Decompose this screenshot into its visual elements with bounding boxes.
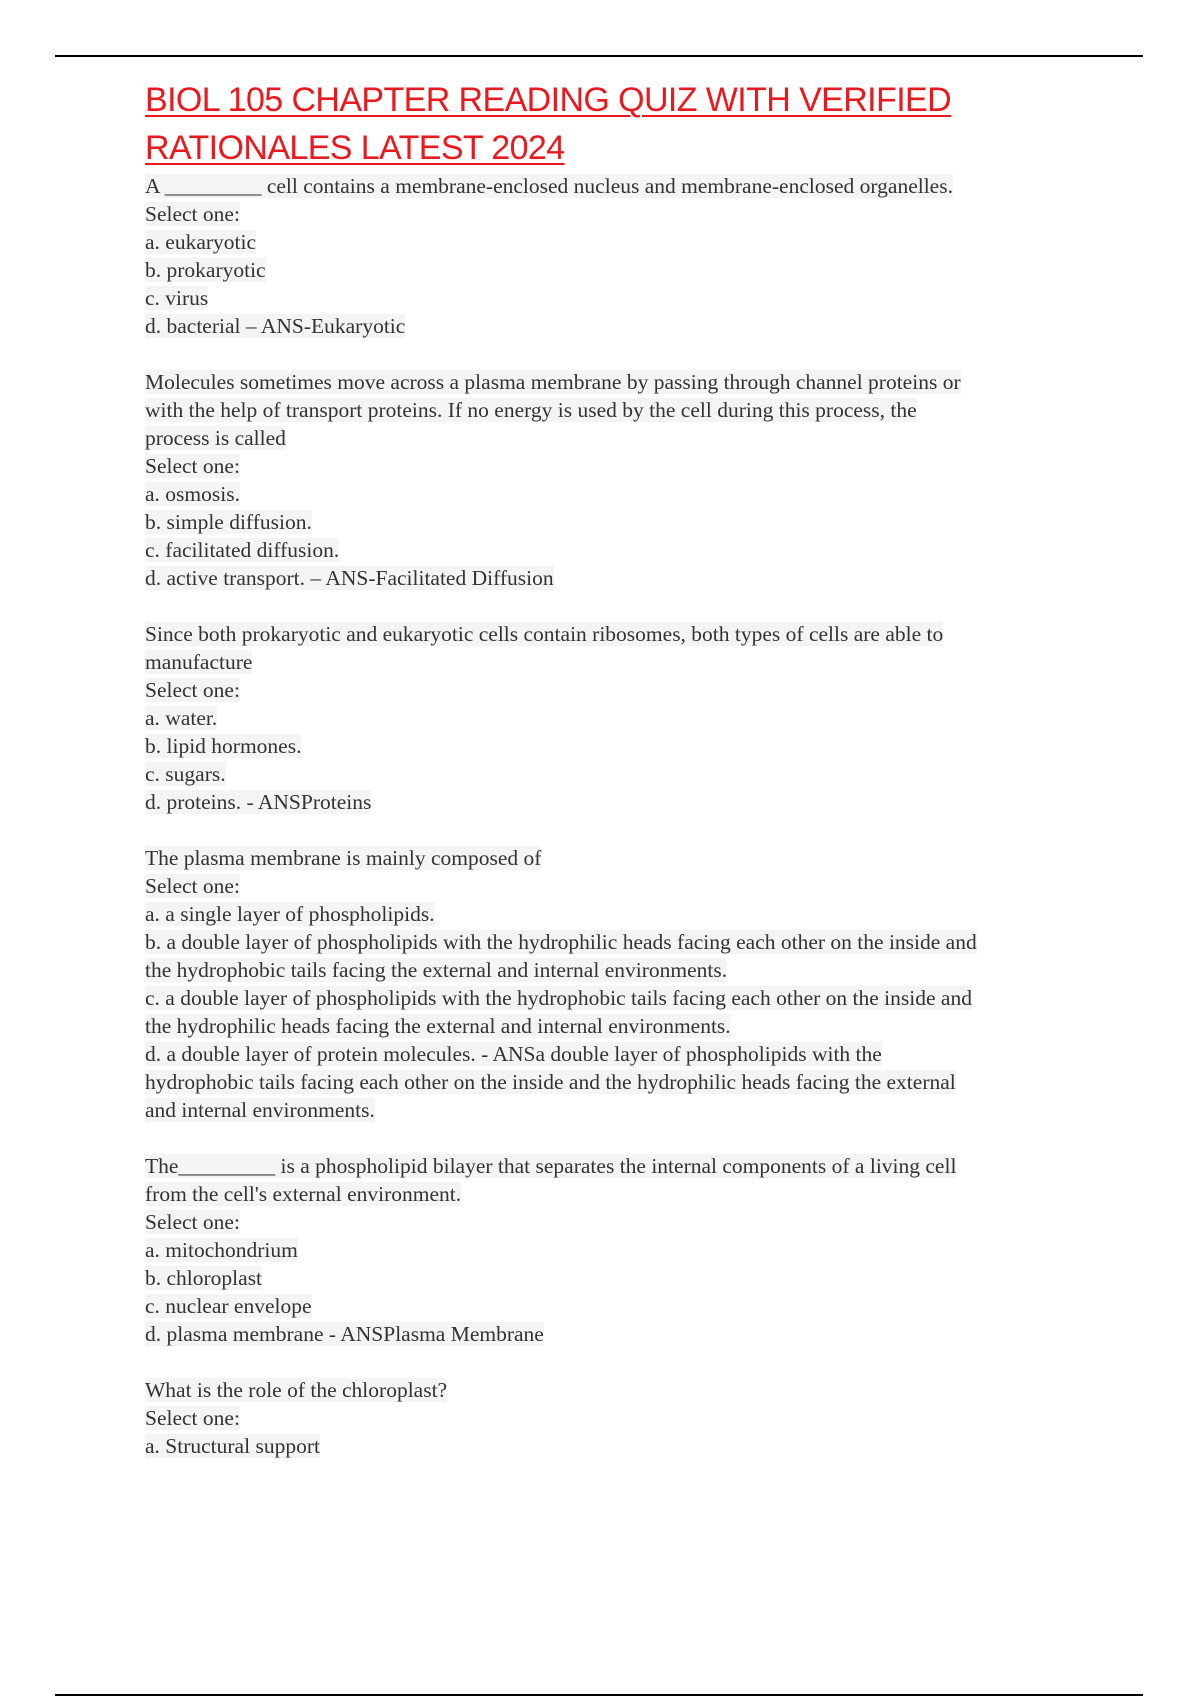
option-c: the hydrophilic heads facing the external and internal environments. [145,1014,731,1038]
question-block [145,844,1095,1124]
question-block [145,1376,1095,1460]
option-a: a. eukaryotic [145,230,257,254]
question-text: with the help of transport proteins. If no energy is used by the cell during this process, the [145,398,917,422]
question-text: process is called [145,426,286,450]
option-a: a. Structural support [145,1434,320,1458]
question-block [145,620,1095,816]
question-text: The_________ is a phospholipid bilayer that separates the internal components of a living cell [145,1154,957,1178]
option-b: b. simple diffusion. [145,510,312,534]
select-prompt: Select one: [145,1406,240,1430]
option-a: a. a single layer of phospholipids. [145,902,435,926]
question-text: manufacture [145,650,253,674]
question-text: A _________ cell contains a membrane-enclosed nucleus and membrane-enclosed organelles. [145,174,953,198]
option-b: b. lipid hormones. [145,734,302,758]
option-c: c. a double layer of phospholipids with the hydrophobic tails facing each other on the inside and [145,986,972,1010]
option-d-answer: hydrophobic tails facing each other on the inside and the hydrophilic heads facing the external [145,1070,956,1094]
select-prompt: Select one: [145,454,240,478]
option-d-answer: d. bacterial – ANS-Eukaryotic [145,314,406,338]
question-text: What is the role of the chloroplast? [145,1378,448,1402]
select-prompt: Select one: [145,202,240,226]
select-prompt: Select one: [145,678,240,702]
question-block [145,368,1095,592]
option-c: c. facilitated diffusion. [145,538,340,562]
option-c: c. nuclear envelope [145,1294,312,1318]
footer-rule [55,1694,1143,1696]
option-b: b. a double layer of phospholipids with the hydrophilic heads facing each other on the inside and [145,930,977,954]
option-b: the hydrophobic tails facing the external and internal environments. [145,958,728,982]
option-c: c. virus [145,286,209,310]
question-text: from the cell's external environment. [145,1182,462,1206]
option-d-answer: d. active transport. – ANS-Facilitated Diffusion [145,566,554,590]
option-a: a. osmosis. [145,482,240,506]
select-prompt: Select one: [145,874,240,898]
document-title [145,76,1095,172]
option-c: c. sugars. [145,762,226,786]
question-text: Since both prokaryotic and eukaryotic cells contain ribosomes, both types of cells are able to [145,622,944,646]
title-line: BIOL 105 CHAPTER READING QUIZ WITH VERIFIED [145,81,952,119]
title-line: RATIONALES LATEST 2024 [145,129,565,167]
question-text: The plasma membrane is mainly composed of [145,846,542,870]
option-d-answer: d. plasma membrane - ANSPlasma Membrane [145,1322,544,1346]
option-b: b. chloroplast [145,1266,263,1290]
select-prompt: Select one: [145,1210,240,1234]
option-a: a. water. [145,706,218,730]
option-d-answer: and internal environments. [145,1098,375,1122]
question-text: Molecules sometimes move across a plasma membrane by passing through channel proteins or [145,370,961,394]
option-d-answer: d. a double layer of protein molecules. - ANSa double layer of phospholipids with the [145,1042,882,1066]
option-a: a. mitochondrium [145,1238,298,1262]
option-b: b. prokaryotic [145,258,266,282]
question-block [145,1152,1095,1348]
question-block [145,172,1095,340]
document-body [145,76,1095,1488]
option-d-answer: d. proteins. - ANSProteins [145,790,372,814]
header-rule [55,55,1143,57]
